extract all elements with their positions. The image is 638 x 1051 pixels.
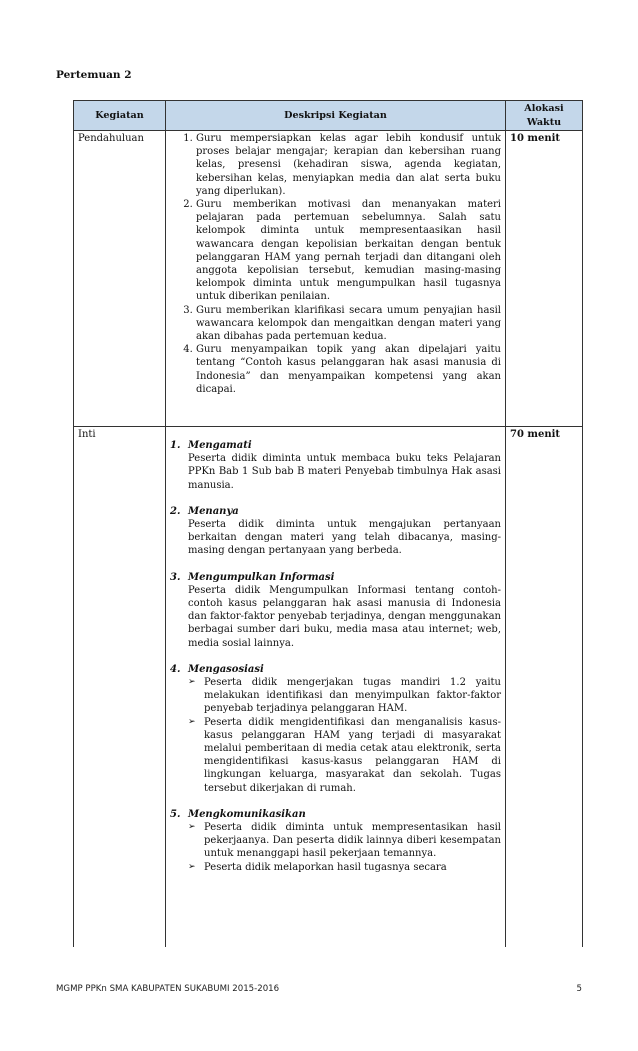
step-mengumpulkan-informasi [170, 571, 501, 650]
table-header-row [74, 101, 583, 131]
cell-deskripsi-pendahuluan [166, 131, 506, 427]
cell-kegiatan-inti: Inti [74, 427, 166, 948]
step-title: Mengamati [188, 440, 252, 451]
cell-waktu-pendahuluan: 10 menit [506, 131, 583, 427]
list-item: 3. Guru memberikan klarifikasi secara umum penyajian hasil wawancara kelompok dan mengaitkan dengan materi yang akan dibahas pada pertemuan kedua. [196, 304, 501, 344]
step-number: 3. [170, 571, 181, 583]
header-deskripsi: Deskripsi Kegiatan [166, 101, 506, 131]
arrow-right-icon: ➢ [188, 822, 196, 833]
mengasosiasi-bullets [170, 676, 501, 795]
bullet-text: Peserta didik mengerjakan tugas mandiri 1.2 yaitu melakukan identifikasi dan menyimpulkan faktor-faktor penyebab terjadinya pelanggaran HAM. [204, 677, 501, 715]
list-item [188, 861, 501, 874]
header-kegiatan: Kegiatan [74, 101, 166, 131]
step-text: Peserta didik Mengumpulkan Informasi tentang contoh-contoh kasus pelanggaran hak asasi manusia di Indonesia dan faktor-faktor penyebab terjadinya, dengan menggunakan berbagai sumber dari buku, media masa atau internet; web, media sosial lainnya. [188, 584, 501, 649]
step-number: 2. [170, 505, 181, 517]
step-heading [170, 571, 501, 584]
list-item: 1. Guru mempersiapkan kelas agar lebih kondusif untuk proses belajar mengajar; kerapian dan kebersihan ruang kelas, presensi (kehadiran siswa, agenda kegiatan, kebersihan kelas, menyiapkan media dan alat serta buku yang diperlukan). [196, 132, 501, 198]
list-item [188, 821, 501, 861]
list-item: 4. Guru menyampaikan topik yang akan dipelajari yaitu tentang “Contoh kasus pelanggaran hak asasi manusia di Indonesia” dan menyampaikan kompetensi yang akan dicapai. [196, 343, 501, 396]
step-mengasosiasi [170, 663, 501, 795]
table-row-inti [74, 427, 583, 948]
mengkomunikasikan-bullets [170, 821, 501, 874]
step-menanya [170, 505, 501, 558]
step-text: Peserta didik diminta untuk membaca buku teks Pelajaran PPKn Bab 1 Sub bab B materi Penyebab timbulnya Hak asasi manusia. [188, 453, 501, 491]
cell-deskripsi-inti [166, 427, 506, 948]
table-row-pendahuluan [74, 131, 583, 427]
list-item [188, 676, 501, 716]
step-number: 4. [170, 663, 181, 675]
step-text: Peserta didik diminta untuk mengajukan pertanyaan berkaitan dengan materi yang telah dibacanya, masing-masing dengan pertanyaan yang berbeda. [188, 519, 501, 557]
step-number: 5. [170, 808, 181, 820]
bullet-text: Peserta didik mengidentifikasi dan menganalisis kasus-kasus pelanggaran HAM yang terjadi di masyarakat melalui pemberitaan di media cetak atau elektronik, serta mengidentifikasi kasus-kasus pelanggaran HAM di lingkungan keluarga, masyarakat dan sekolah. Tugas tersebut dikerjakan di rumah. [204, 716, 501, 794]
step-heading [170, 439, 501, 452]
step-title: Mengasosiasi [188, 663, 264, 675]
arrow-right-icon: ➢ [188, 677, 196, 688]
footer-text: MGMP PPKn SMA KABUPATEN SUKABUMI 2015-2016 [56, 984, 280, 994]
pendahuluan-list [170, 132, 501, 396]
step-mengkomunikasikan [170, 808, 501, 874]
step-title: Mengkomunikasikan [188, 808, 306, 820]
list-item [188, 716, 501, 795]
step-title: Menanya [188, 505, 239, 517]
step-heading [170, 505, 501, 518]
bullet-text: Peserta didik melaporkan hasil tugasnya secara [204, 861, 447, 873]
page-heading: Pertemuan 2 [56, 69, 132, 81]
cell-kegiatan-pendahuluan: Pendahuluan [74, 131, 166, 427]
cell-waktu-inti: 70 menit [506, 427, 583, 948]
step-heading [170, 663, 501, 676]
list-item: 2. Guru memberikan motivasi dan menanyakan materi pelajaran pada pertemuan sebelumnya. Salah satu kelompok diminta untuk mempresentaasikan hasil wawancara dengan kepolisian berkaitan dengan bentuk pelanggaran HAM yang pernah terjadi dan ditangani oleh anggota kepolisian tersebut, kemudian masing-masing kelompok diminta untuk mengumpulkan hasil tugasnya untuk diberikan penilaian. [196, 198, 501, 304]
bullet-text: Peserta didik diminta untuk mempresentasikan hasil pekerjaanya. Dan peserta didik lainnya diberi kesempatan untuk menanggapi hasil pekerjaan temannya. [204, 822, 501, 860]
step-mengamati [170, 439, 501, 492]
step-number: 1. [170, 440, 181, 451]
page-number: 5 [576, 984, 582, 994]
arrow-right-icon: ➢ [188, 861, 196, 872]
step-heading [170, 808, 501, 821]
header-alokasi: Alokasi Waktu [506, 101, 583, 131]
arrow-right-icon: ➢ [188, 716, 196, 727]
step-title: Mengumpulkan Informasi [188, 571, 335, 583]
activity-table [73, 100, 583, 947]
